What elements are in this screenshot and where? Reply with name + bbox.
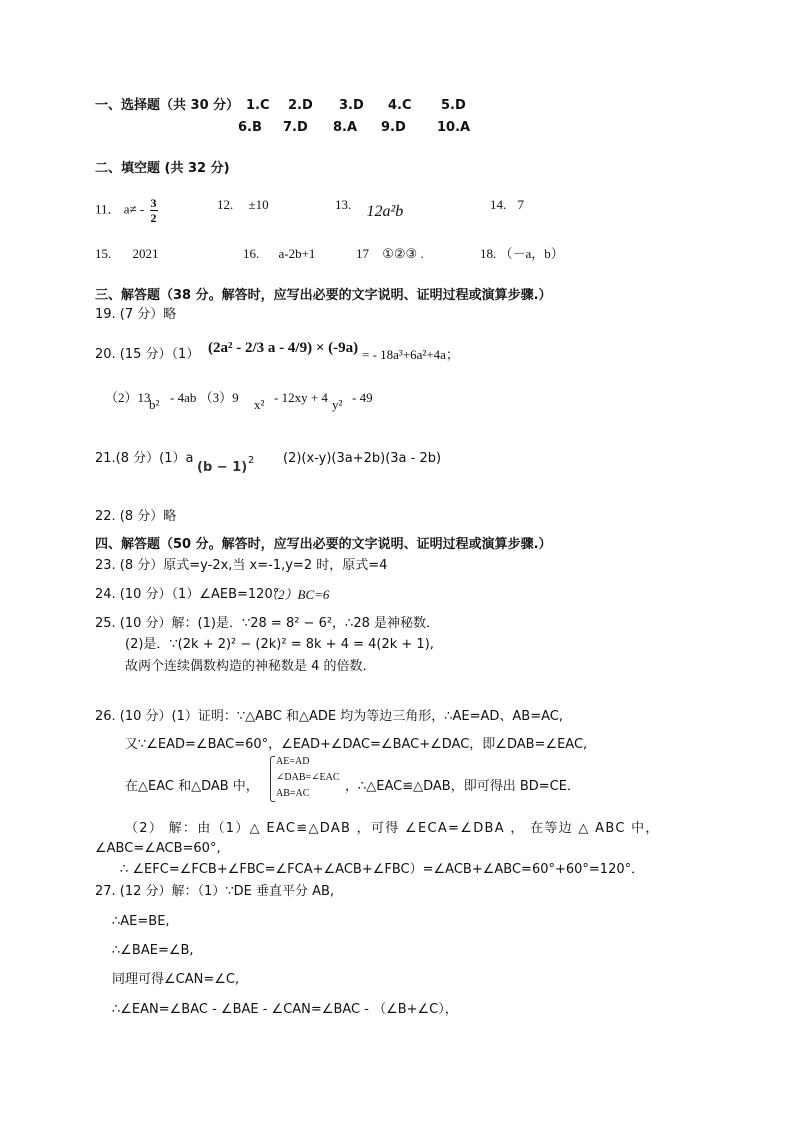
q20-3-mid: - 12xy + 4 — [274, 390, 328, 405]
q15 — [95, 245, 159, 263]
q11-num: 11． — [95, 201, 121, 217]
q14-num: 14. — [490, 197, 507, 212]
q11-text: a≠ - — [123, 201, 145, 217]
section3-title: 三、解答题（38 分。解答时，应写出必要的文字说明、证明过程或演算步骤.） — [95, 288, 552, 303]
q20-2-b: b² — [149, 397, 160, 412]
q13-num: 13. — [335, 197, 352, 212]
q22: 22. (8 分）略 — [95, 509, 177, 524]
q15-num: 15. — [95, 246, 112, 261]
q18 — [480, 245, 564, 263]
q16-num: 16. — [243, 246, 260, 261]
answer-2: 2.D — [288, 98, 313, 113]
q19: 19. (7 分）略 — [95, 307, 177, 322]
q27-line2: ∴AE=BE, — [112, 914, 170, 929]
answer-4: 4.C — [388, 98, 412, 113]
answer-10: 10.A — [437, 120, 471, 135]
q14-text: 7 — [517, 197, 524, 212]
q18-text: （－a，b） — [499, 246, 564, 261]
q17 — [356, 245, 424, 263]
q26-line6: ∴ ∠EFC=∠FCB+∠FBC=∠FCA+∠ACB+∠FBC）=∠ACB+∠ABC=60°+60°=120°． — [120, 862, 645, 877]
q27-line4: 同理可得∠CAN=∠C, — [112, 972, 240, 987]
q18-num: 18. — [480, 246, 497, 261]
q20-expression: (2a² - 2/3 a - 4/9) × (-9a) — [208, 340, 359, 356]
q21-label: 21.(8 分）(1）a — [95, 451, 194, 466]
q27-line5: ∴∠EAN=∠BAC - ∠BAE - ∠CAN=∠BAC - （∠B+∠C）， — [112, 1002, 458, 1017]
q12-text: ±10 — [248, 197, 269, 212]
q11-frac-den: 2 — [150, 211, 157, 225]
q16-text: a-2b+1 — [278, 246, 316, 261]
q14 — [490, 196, 524, 214]
q24-label: 24. (10 分）（1）∠AEB=120° — [95, 587, 280, 602]
q26-sys-1: AE=AD — [276, 756, 310, 767]
q12-num: 12. — [217, 197, 234, 212]
q20-3-x: x² — [254, 397, 265, 412]
q21-exponent: 2 — [248, 455, 255, 466]
q24-part2: （2）BC=6 — [265, 587, 330, 602]
q26-line3a: 在△EAC 和△DAB 中， — [125, 779, 259, 794]
q12 — [217, 196, 269, 214]
q27-line1: 27. (12 分）解：（1）∵DE 垂直平分 AB, — [95, 884, 335, 899]
q23: 23. (8 分）原式=y-2x,当 x=-1,y=2 时，原式=4 — [95, 558, 388, 573]
q13 — [335, 196, 404, 220]
q25-line2: (2)是．∵(2k + 2)² − (2k)² = 8k + 4 = 4(2k + 1), — [125, 637, 434, 652]
q21-part2: (2)(x-y)(3a+2b)(3a - 2b) — [283, 451, 442, 466]
q11-frac-num: 3 — [150, 196, 157, 210]
q11 — [95, 196, 158, 225]
answer-5: 5.D — [441, 98, 466, 113]
q26-line5: ∠ABC=∠ACB=60°, — [95, 841, 221, 856]
q26-sys-3: AB=AC — [276, 788, 310, 799]
q27-line3: ∴∠BAE=∠B, — [112, 943, 194, 958]
q16 — [243, 245, 315, 263]
q25-line1: 25. (10 分）解：(1)是．∵28 = 8² − 6²，∴28 是神秘数． — [95, 616, 440, 631]
answer-6: 6.B — [238, 120, 262, 135]
q17-text: ①②③ . — [382, 246, 424, 261]
q26-system-brace — [270, 756, 275, 802]
answer-1: 1.C — [246, 98, 270, 113]
answer-8: 8.A — [333, 120, 358, 135]
q26-line4: （2） 解：由（1）△ EAC≌△DAB ，可得 ∠ECA=∠DBA ， 在等边 △ ABC 中， — [125, 821, 660, 836]
q15-text: 2021 — [132, 246, 159, 261]
q26-line1: 26. (10 分）(1）证明：∵△ABC 和△ADE 均为等边三角形，∴AE=AD、AB=AC, — [95, 709, 563, 724]
q26-sys-2: ∠DAB=∠EAC — [276, 772, 340, 783]
answer-9: 9.D — [381, 120, 406, 135]
q20-label: 20. (15 分）（1） — [95, 347, 200, 362]
section4-title: 四、解答题（50 分。解答时，应写出必要的文字说明、证明过程或演算步骤.） — [95, 537, 552, 552]
section1-title: 一、选择题（共 30 分） — [95, 98, 240, 113]
q20-3-end: - 49 — [352, 390, 373, 405]
answer-7: 7.D — [283, 120, 308, 135]
q11-fraction — [150, 196, 158, 225]
q17-num: 17 — [356, 246, 369, 261]
q21-factor: (b − 1) — [197, 460, 248, 475]
q26-line2: 又∵∠EAD=∠BAC=60°，∠EAD+∠DAC=∠BAC+∠DAC，即∠DAB=∠EAC, — [125, 737, 588, 752]
q26-line3b: ，∴△EAC≌△DAB，即可得出 BD=CE． — [345, 779, 580, 794]
q20-2-rest: - 4ab （3）9 — [170, 390, 239, 405]
q20-result: = - 18a³+6a²+4a； — [362, 347, 459, 362]
q20-2-label: （2）13 — [105, 390, 151, 405]
answer-3: 3.D — [339, 98, 364, 113]
q20-3-y: y² — [332, 397, 343, 412]
q13-text: 12a²b — [366, 203, 404, 220]
q25-line3: 故两个连续偶数构造的神秘数是 4 的倍数． — [125, 659, 376, 674]
section2-title: 二、填空题 (共 32 分) — [95, 161, 230, 176]
